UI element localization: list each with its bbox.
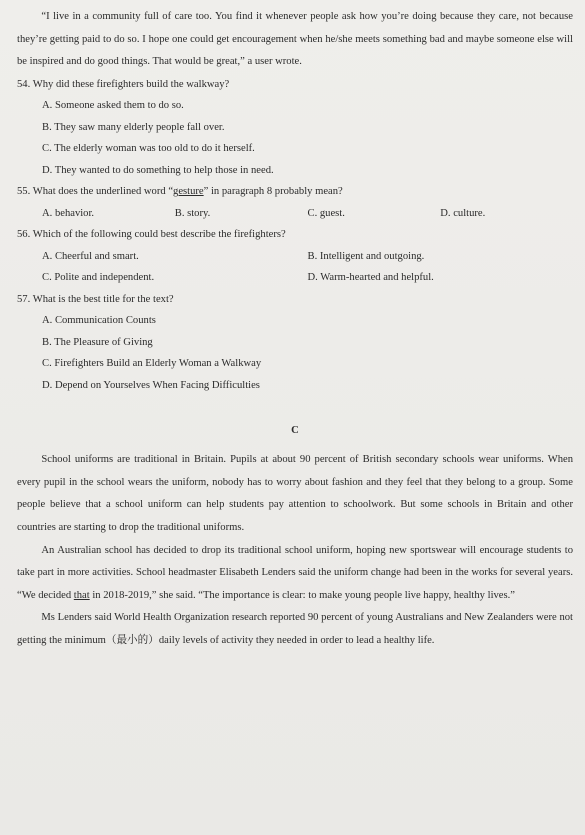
section-c-paragraph-2-before: An Australian school has decided to drop its traditional school uniform, hoping new sportswear will encourage students to take part in more activities. School headmaster Elisabeth Lenders said the uniform change had been in the works for several years. “We decided — [17, 544, 573, 601]
question-55-stem-after: ” in paragraph 8 probably mean? — [203, 186, 343, 198]
question-55-underlined-word: gesture — [173, 186, 204, 198]
question-54 — [17, 74, 573, 182]
question-55-options — [42, 203, 573, 225]
question-55-option-c: C. guest. — [307, 207, 345, 219]
question-56-option-b: B. Intelligent and outgoing. — [307, 250, 425, 262]
question-54-stem: 54. Why did these firefighters build the walkway? — [17, 78, 230, 90]
question-56-option-d: D. Warm-hearted and helpful. — [307, 272, 434, 284]
section-heading: C — [291, 425, 299, 437]
intro-paragraph: “I live in a community full of care too. You find it whenever people ask how you’re doing because they care, not because they’re getting paid to do so. I hope one could get encouragement when he/she meets something bad and maybe someone else will be inspired and do good things. That would be great,” a user wrote. — [17, 11, 573, 68]
question-54-option-b: B. They saw many elderly people fall over. — [42, 121, 225, 133]
section-c-underlined-word: that — [73, 589, 90, 601]
question-57-option-d: D. Depend on Yourselves When Facing Difficulties — [42, 379, 260, 391]
question-57-option-b: B. The Pleasure of Giving — [42, 336, 153, 348]
question-57 — [17, 289, 573, 397]
section-c-paragraph-2-after: in 2018-2019,” she said. “The importance is clear: to make young people live happy, healthy lives.” — [89, 589, 515, 601]
section-c-paragraph-2 — [17, 540, 573, 608]
question-56 — [17, 224, 573, 289]
question-55-stem — [17, 181, 573, 203]
question-56-option-a: A. Cheerful and smart. — [42, 250, 139, 262]
question-56-options-row-1 — [42, 246, 573, 268]
question-56-option-c: C. Polite and independent. — [42, 272, 155, 284]
question-54-option-c: C. The elderly woman was too old to do it herself. — [42, 143, 255, 155]
section-c-paragraph-1: School uniforms are traditional in Britain. Pupils at about 90 percent of British secondary schools wear uniforms. When every pupil in the school wears the uniform, nobody has to worry about fashion and they feel that they belong to a group. Some people believe that a school uniform can help students pay attention to schoolwork. But some schools in Britain and other countries are starting to drop the traditional uniforms. — [17, 454, 573, 534]
question-57-option-a: A. Communication Counts — [42, 315, 156, 327]
question-57-stem: 57. What is the best title for the text? — [17, 293, 174, 305]
question-55-stem-before: 55. What does the underlined word “ — [17, 186, 174, 198]
question-55-option-a: A. behavior. — [42, 207, 95, 219]
question-55 — [17, 181, 573, 224]
question-55-option-b: B. story. — [174, 207, 211, 219]
question-57-option-c: C. Firefighters Build an Elderly Woman a Walkway — [42, 358, 262, 370]
question-56-options-row-2 — [42, 267, 573, 289]
question-55-option-d: D. culture. — [440, 207, 486, 219]
section-c-paragraph-3: Ms Lenders said World Health Organization research reported 90 percent of young Australians and New Zealanders were not getting the minimum（最小的）daily levels of activity they needed in order to lead a healthy life. — [17, 612, 573, 647]
question-54-option-a: A. Someone asked them to do so. — [42, 100, 184, 112]
question-56-stem: 56. Which of the following could best describe the firefighters? — [17, 229, 286, 241]
question-54-option-d: D. They wanted to do something to help those in need. — [42, 164, 274, 176]
